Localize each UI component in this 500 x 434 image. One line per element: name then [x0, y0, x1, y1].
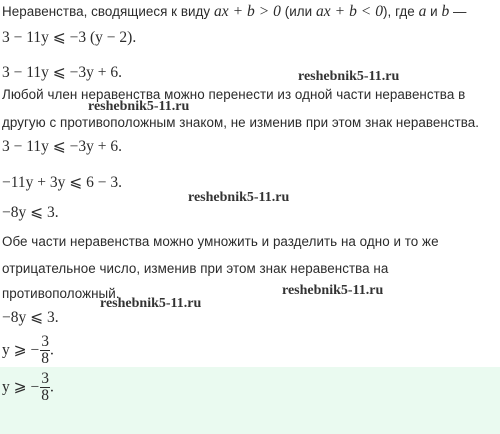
variable-b: b: [441, 3, 450, 20]
answer-fraction: [40, 371, 50, 405]
intro-text: (или: [281, 4, 316, 19]
result-fraction: [40, 334, 50, 368]
watermark: reshebnik5-11.ru: [88, 99, 190, 114]
inequality-step-5: −8y ⩽ 3.: [2, 204, 59, 221]
watermark: reshebnik5-11.ru: [282, 283, 384, 298]
result-lhs: y ⩾ −: [2, 341, 40, 359]
inequality-result: [2, 334, 54, 368]
rule-transfer-line-2: другую с противоположным знаком, не изменив при этом знак неравенства.: [2, 115, 479, 130]
rule-transfer-line-1: Любой член неравенства можно перенести из одной части неравенства в: [2, 87, 466, 102]
inequality-step-6: −8y ⩽ 3.: [2, 309, 59, 326]
watermark: reshebnik5-11.ru: [188, 190, 290, 205]
result-period: .: [49, 341, 54, 359]
answer-lhs: y ⩾ −: [2, 378, 40, 396]
rule-multiply-line-2: отрицательное число, изменив при этом знак неравенства на: [2, 261, 389, 276]
inequality-step-2: 3 − 11y ⩽ −3y + 6.: [2, 64, 123, 81]
answer-period: .: [49, 378, 54, 396]
answer-highlight-background: [0, 367, 500, 434]
rule-multiply-line-1: Обе части неравенства можно умножить и разделить на одно и то же: [2, 234, 439, 249]
intro-text: —: [449, 4, 467, 19]
intro-text: ), где: [383, 4, 419, 19]
fraction-numerator: 3: [41, 333, 49, 350]
rule-multiply-line-3: противоположный.: [2, 286, 120, 301]
fraction-denominator: 8: [41, 387, 49, 405]
watermark: reshebnik5-11.ru: [100, 296, 202, 311]
fraction-numerator: 3: [41, 370, 49, 387]
watermark: reshebnik5-11.ru: [298, 69, 400, 84]
form-negative: ax + b < 0: [315, 3, 384, 20]
variable-a: a: [418, 3, 427, 20]
form-positive: ax + b > 0: [213, 3, 281, 20]
inequality-step-1: 3 − 11y ⩽ −3 (y − 2).: [2, 29, 137, 46]
inequality-step-3: 3 − 11y ⩽ −3y + 6.: [2, 138, 123, 155]
intro-sentence: [2, 3, 466, 21]
fraction-denominator: 8: [41, 350, 49, 368]
final-answer: [2, 371, 54, 405]
intro-text: и: [426, 4, 442, 19]
inequality-step-4: −11y + 3y ⩽ 6 − 3.: [2, 174, 123, 191]
intro-text: Неравенства, сводящиеся к виду: [2, 4, 214, 19]
